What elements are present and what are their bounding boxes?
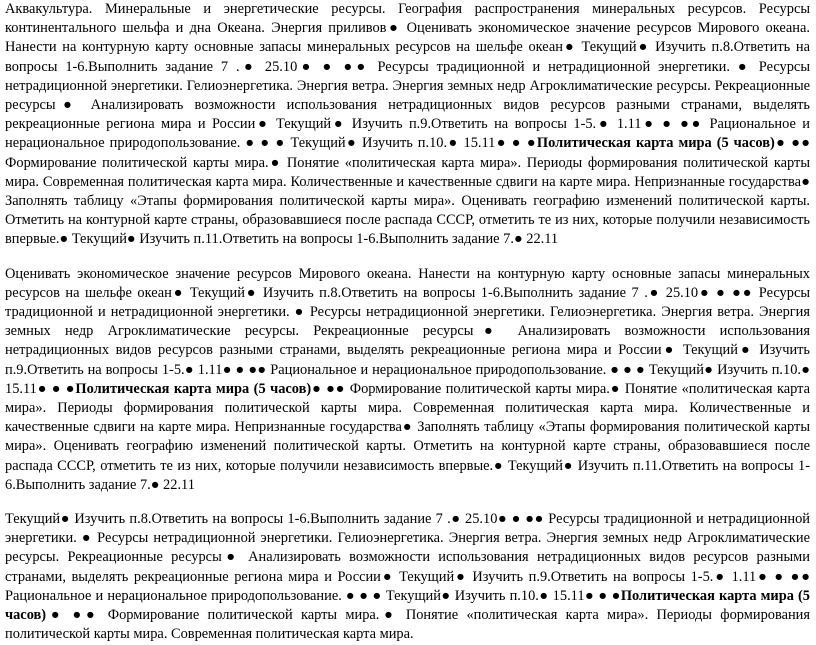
paragraph-3-text: Текущий● Изучить п.8.Ответить на вопросы 1-6.Выполнить задание 7 .● 25.10● ● ●● Ресурсы традиционной и нетрадиционной энергетики. ● Ресурсы нетрадиционной энергетики. Гелиоэнергетика. Энергия ветра. Энергия земных недр Агроклиматические ресурсы. Рекреационные ресурсы● Анализировать возможности использования нетрадиционных видов ресурсов разными странами, выделять рекреационные региона мира и России● Текущий● Изучить п.9.Ответить на вопросы 1-5.● 1.11● ● ●● Рациональное и нерациональное природопользование. ● ● ● Текущий● Изучить п.10.● 15.11● ● ● (5, 511, 810, 604)
paragraph-2 (5, 265, 810, 495)
paragraph-2-text: Оценивать экономическое значение ресурсов Мирового океана. Нанести на контурную карту основные запасы минеральных ресурсов на шельфе океан● Текущий● Изучить п.8.Ответить на вопросы 1-6.Выполнить задание 7 .● 25.10● ● ●● Ресурсы традиционной и нетрадиционной энергетики. ● Ресурсы нетрадиционной энергетики. Гелиоэнергетика. Энергия ветра. Энергия земных недр Агроклиматические ресурсы. Рекреационные ресурсы● Анализировать возможности использования нетрадиционных видов ресурсов разными странами, выделять рекреационные региона мира и России● Текущий● Изучить п.9.Ответить на вопросы 1-5.● 1.11● ● ●● Рациональное и нерациональное природопользование. ● ● ● Текущий● Изучить п.10.● 15.11● ● ● (5, 265, 810, 397)
paragraph-2-text-continued: ● ●● Формирование политической карты мира.● Понятие «политическая карта мира». Периоды формирования политической карты мира. Современная политическая карта мира. Количественные и качественные сдвиги на карте мира. Непризнанные государства● Заполнять таблицу «Этапы формирования политической карты мира». Оценивать географию изменений политической карты. Отметить на контурной карте страны, образовавшиеся после распада СССР, отметить те из них, которые получили независимость впервые.● Текущий● Изучить п.11.Ответить на вопросы 1-6.Выполнить задание 7.● 22.11 (5, 380, 810, 493)
paragraph-1-heading: Политическая карта мира (5 часов) (536, 135, 775, 152)
paragraph-3 (5, 510, 810, 644)
paragraph-1-text-continued: ● ●● Формирование политической карты мира.● Понятие «политическая карта мира». Периоды формирования политической карты мира. Современная политическая карта мира. Количественные и качественные сдвиги на карте мира. Непризнанные государства● Заполнять таблицу «Этапы формирования политической карты мира». Оценивать географию изменений политической карты. Отметить на контурной карте страны, образовавшиеся после распада СССР, отметить те из них, которые получили независимость впервые.● Текущий● Изучить п.11.Ответить на вопросы 1-6.Выполнить задание 7.● 22.11 (5, 135, 810, 248)
paragraph-2-heading: Политическая карта мира (5 часов) (75, 380, 312, 397)
paragraph-gap (5, 250, 810, 265)
paragraph-3-text-continued: ● ●● Формирование политической карты мира.● Понятие «политическая карта мира». Периоды формирования политической карты мира. Современная политическая карта мира. (5, 607, 810, 643)
paragraph-1 (5, 0, 810, 250)
paragraph-3-heading: Политическая карта мира (5 часов) (5, 587, 811, 624)
paragraph-1-text: Аквакультура. Минеральные и энергетические ресурсы. География распространения минеральных ресурсов. Ресурсы континентального шельфа и дна Океана. Энергия приливов● Оценивать экономическое значение ресурсов Мирового океана. Нанести на контурную карту основные запасы минеральных ресурсов на шельфе океан● Текущий● Изучить п.8.Ответить на вопросы 1-6.Выполнить задание 7 .● 25.10● ● ●● Ресурсы традиционной и нетрадиционной энергетики. ● Ресурсы нетрадиционной энергетики. Гелиоэнергетика. Энергия ветра. Энергия земных недр Агроклиматические ресурсы. Рекреационные ресурсы● Анализировать возможности использования нетрадиционных видов ресурсов разными странами, выделять рекреационные региона мира и России● Текущий● Изучить п.9.Ответить на вопросы 1-5.● 1.11● ● ●● Рациональное и нерациональное природопользование. ● ● ● Текущий● Изучить п.10.● 15.11● ● ● (5, 1, 810, 152)
